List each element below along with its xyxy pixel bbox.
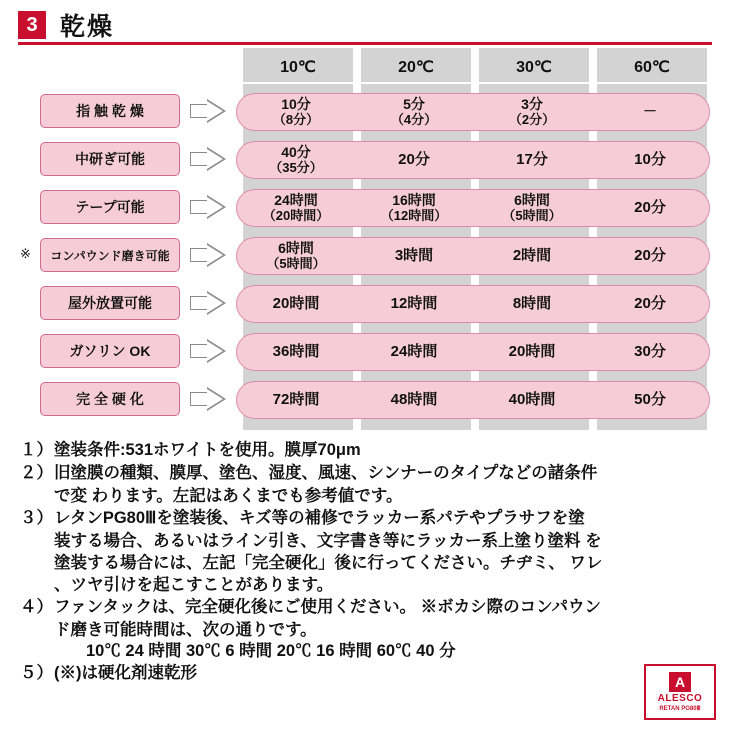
row-label: 屋外放置可能 [40,286,180,320]
table-cell: 3分 （2分） [508,96,556,127]
section-number-badge: 3 [18,11,46,39]
footnote-5 [20,663,712,685]
row-values [236,333,710,371]
footnote-text: で変 わります。左記はあくまでも参考値です。 [54,486,403,505]
logo-mark-icon: A [669,672,691,692]
table-cell: 24時間 [390,342,438,360]
row-label: コンパウンド磨き可能 [40,238,180,272]
footnote-text: ファンタックは、完全硬化後にご使用ください。 ※ボカシ際のコンパウン [54,597,601,616]
table-cell: 24時間 （20時間） [262,192,330,223]
table-cell: 12時間 [390,294,438,312]
table-row [18,186,712,230]
table-row [18,90,712,134]
footnote-text: 装する場合、あるいはライン引き、文字書き等にラッカー系上塗り塗料 を [54,531,602,550]
row-values [236,93,710,131]
column-header-60c: 60℃ [597,52,707,84]
arrow-icon [190,243,226,267]
table-row [18,138,712,182]
table-cell: 20分 [634,198,666,216]
column-header-10c: 10℃ [243,52,353,84]
table-row [18,234,712,278]
footnote-text: 塗装条件:531ホワイトを使用。膜厚70μm [54,441,361,459]
column-header-30c: 30℃ [479,52,589,84]
footnote-4 [20,597,712,619]
row-values [236,189,710,227]
table-cell: 36時間 [272,342,320,360]
row-values [236,141,710,179]
table-cell: 20分 [634,294,666,312]
table-cell: 50分 [634,390,666,408]
footnote-3 [20,508,712,530]
footnote-number: ５） [20,664,53,683]
row-label: 指 触 乾 燥 [40,94,180,128]
table-cell: 20分 [398,150,430,168]
footnote-text: 、ツヤ引けを起こすことがあります。 [54,575,334,594]
footnotes [20,440,712,686]
column-header-20c: 20℃ [361,52,471,84]
logo-name: ALESCO [657,693,703,704]
table-cell: 40時間 [508,390,556,408]
row-label: テープ可能 [40,190,180,224]
footnote-text: 塗装する場合には、左記「完全硬化」後に行ってください。チヂミ、 ワレ [54,553,603,572]
footnote-text: 旧塗膜の種類、膜厚、塗色、湿度、風速、シンナーのタイプなどの諸条件 [54,463,598,482]
footnote-text: 10℃ 24 時間 30℃ 6 時間 20℃ 16 時間 60℃ 40 分 [86,642,456,661]
table-cell: 10分 [634,150,666,168]
table-row [18,378,712,422]
footnote-number: ４） [20,597,53,616]
drying-time-table [18,48,712,430]
row-values [236,285,710,323]
page-title: 乾燥 [60,13,115,41]
arrow-icon [190,339,226,363]
table-cell: 5分 （4分） [390,96,438,127]
page-header [18,8,712,42]
table-cell: 72時間 [272,390,320,408]
header-divider [18,42,712,45]
footnote-text: レタンPG80Ⅲを塗装後、キズ等の補修でラッカー系パテやプラサフを塗 [54,508,585,527]
arrow-icon [190,291,226,315]
footnote-2 [20,463,712,485]
row-values [236,237,710,275]
row-note: ※ [20,246,31,261]
arrow-icon [190,147,226,171]
arrow-icon [190,387,226,411]
table-cell: 10分 （8分） [272,96,320,127]
table-cell: 20分 [634,246,666,264]
logo-subtitle: RETAN PG80Ⅲ [659,706,701,712]
footnote-1 [20,440,712,462]
footnote-number: １） [20,441,53,459]
table-cell: 6時間 （5時間） [266,240,326,271]
footnote-text: (※)は硬化剤速乾形 [54,664,197,683]
table-cell: 20時間 [272,294,320,312]
table-row [18,330,712,374]
table-cell: 2時間 [512,246,552,264]
table-cell: 8時間 [512,294,552,312]
table-cell: 30分 [634,342,666,360]
table-cell: 16時間 （12時間） [380,192,448,223]
row-values [236,381,710,419]
footnote-number: ３） [20,508,53,527]
row-label: ガソリン OK [40,334,180,368]
row-label: 完 全 硬 化 [40,382,180,416]
table-cell: 40分 （35分） [269,144,323,175]
table-cell: 48時間 [390,390,438,408]
table-row [18,282,712,326]
table-cell: － [643,103,657,120]
table-cell: 17分 [516,150,548,168]
arrow-icon [190,195,226,219]
footnote-number: ２） [20,463,53,482]
row-label: 中研ぎ可能 [40,142,180,176]
table-cell: 20時間 [508,342,556,360]
footnote-text: ド磨き可能時間は、次の通りです。 [54,620,317,639]
alesco-logo [644,664,716,720]
arrow-icon [190,99,226,123]
table-cell: 6時間 （5時間） [502,192,562,223]
table-cell: 3時間 [394,246,434,264]
